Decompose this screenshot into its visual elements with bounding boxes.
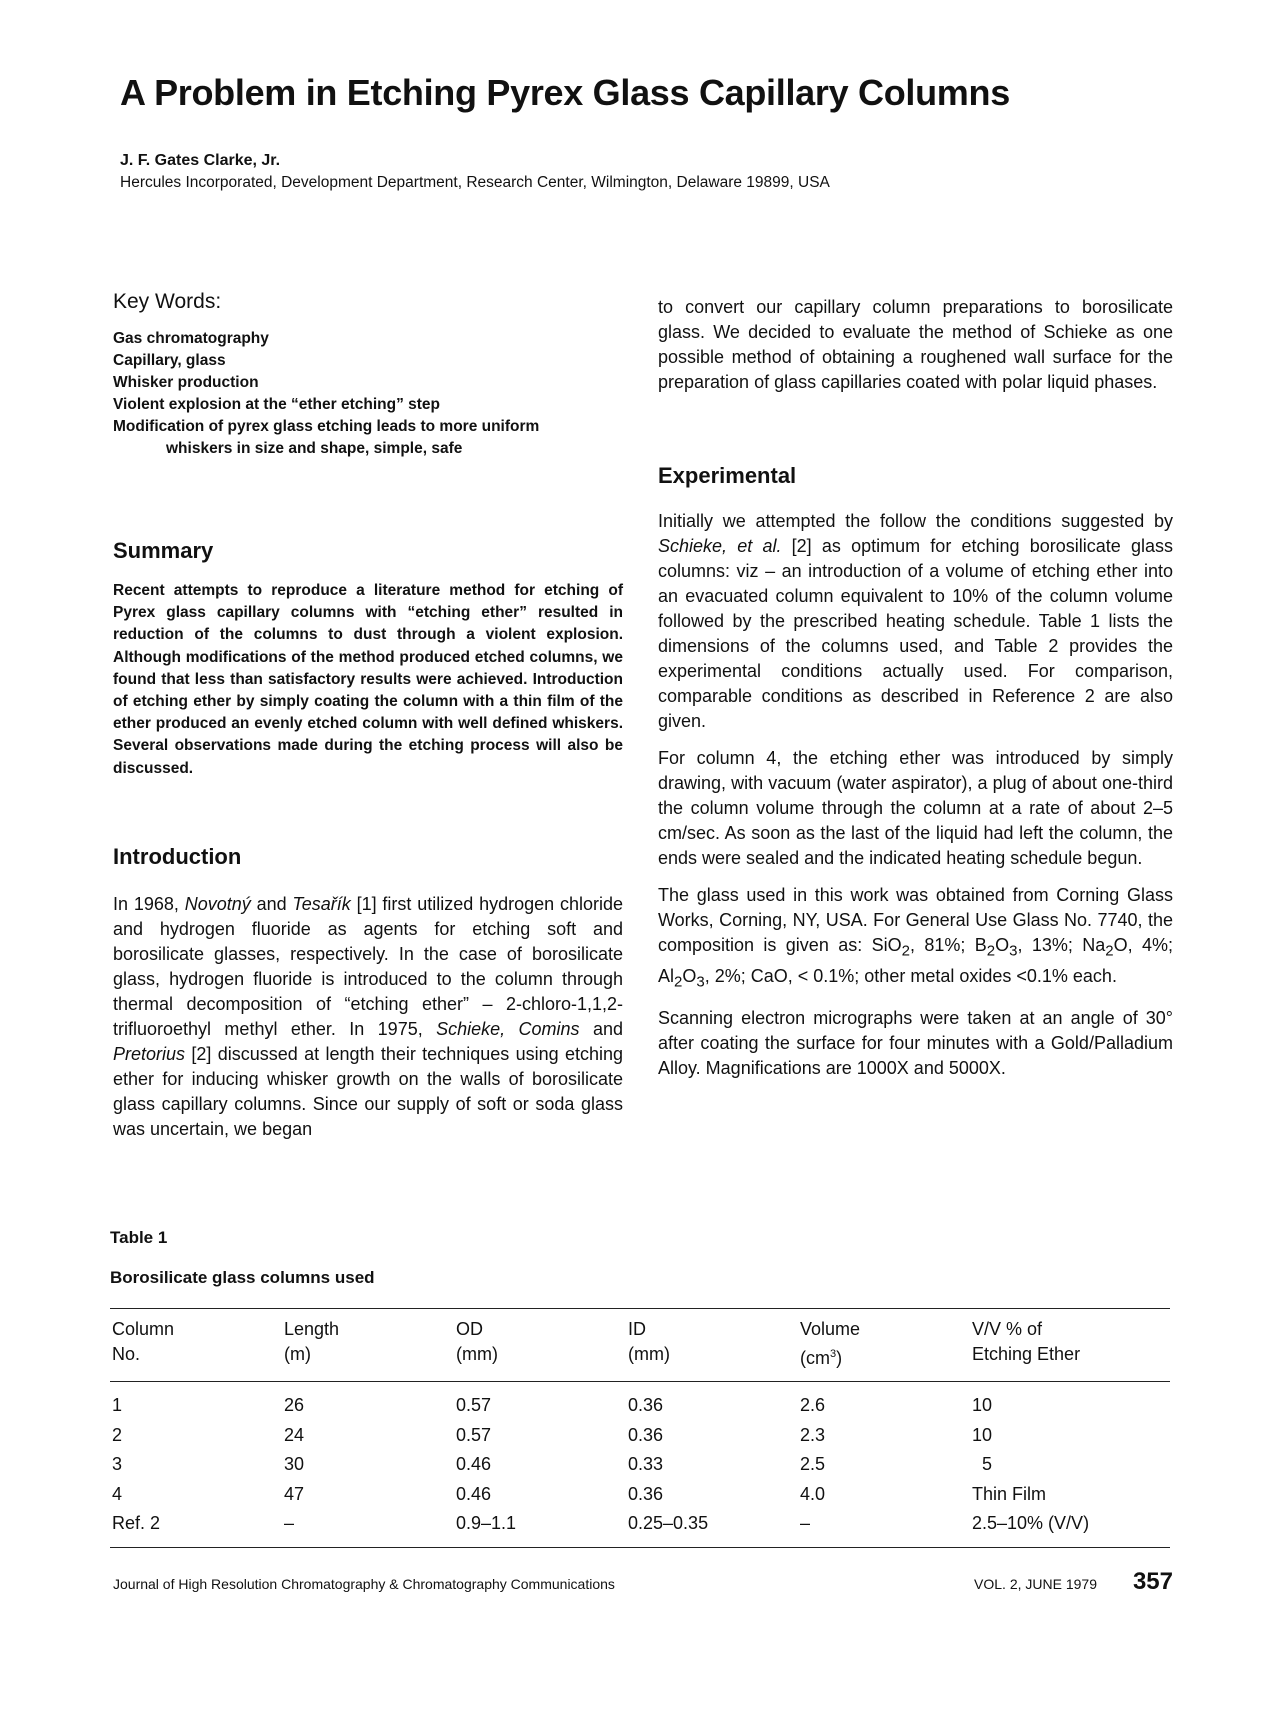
author-name: J. F. Gates Clarke, Jr. bbox=[120, 152, 281, 169]
superscript: 3 bbox=[830, 1348, 837, 1360]
table-row bbox=[110, 1450, 1170, 1480]
header-line: ID bbox=[628, 1319, 646, 1339]
table-cell: – bbox=[800, 1513, 811, 1533]
table-cell: 2.3 bbox=[800, 1424, 826, 1445]
table-cell: 0.36 bbox=[628, 1395, 664, 1415]
table-cell: 2 bbox=[112, 1424, 123, 1445]
introduction-paragraph bbox=[113, 892, 623, 1142]
columns-table bbox=[110, 1308, 1170, 1548]
header-line: Column bbox=[112, 1319, 175, 1339]
table-cell: 5 bbox=[982, 1454, 993, 1474]
header-line: V/V % of bbox=[972, 1319, 1043, 1339]
header-line: No. bbox=[112, 1344, 141, 1364]
table-cell: Thin Film bbox=[972, 1483, 1047, 1504]
author-ref: Novotný bbox=[184, 893, 251, 914]
exp-text: , 13%; Na bbox=[1017, 935, 1106, 955]
subscript: 2 bbox=[986, 942, 996, 960]
table-cell: 1 bbox=[112, 1395, 123, 1415]
header-line: (cm bbox=[800, 1348, 830, 1368]
summary-heading: Summary bbox=[113, 538, 214, 563]
table-cell: 2.5–10% (V/V) bbox=[972, 1513, 1090, 1533]
right-column bbox=[658, 295, 1173, 1081]
table-cell: 26 bbox=[284, 1395, 305, 1415]
table-cell: Ref. 2 bbox=[112, 1513, 161, 1533]
table-caption: Borosilicate glass columns used bbox=[110, 1268, 375, 1287]
subscript: 3 bbox=[1009, 942, 1018, 960]
experimental-paragraph bbox=[658, 509, 1173, 734]
keyword-item: Gas chromatography bbox=[113, 330, 269, 347]
table-cell: 3 bbox=[112, 1454, 123, 1474]
keywords-heading: Key Words: bbox=[113, 290, 222, 313]
exp-text: O bbox=[995, 935, 1010, 955]
table-cell: 0.46 bbox=[456, 1454, 492, 1474]
exp-text: , 81%; B bbox=[909, 935, 987, 955]
subscript: 2 bbox=[674, 973, 683, 991]
table-cell: 4 bbox=[112, 1483, 123, 1504]
composition-paragraph bbox=[658, 883, 1173, 994]
table-1 bbox=[110, 1228, 1170, 1548]
keyword-item-continued: whiskers in size and shape, simple, safe bbox=[166, 440, 463, 457]
table-cell: 0.57 bbox=[456, 1424, 492, 1445]
keyword-item: Modification of pyrex glass etching leads to more uniform bbox=[113, 418, 540, 435]
table-row bbox=[110, 1421, 1170, 1451]
header-line: (mm) bbox=[456, 1344, 498, 1364]
author-affiliation: Hercules Incorporated, Development Department, Research Center, Wilmington, Delaware 19899, USA bbox=[120, 174, 830, 191]
table-row bbox=[110, 1382, 1170, 1421]
header-line: OD bbox=[456, 1319, 483, 1339]
exp-text: The glass used in this work was obtained from Corning Glass Works, Corning, NY, USA. For General Use Glass No. 7740, the composition is given as: SiO bbox=[658, 885, 1173, 955]
table-label: Table 1 bbox=[110, 1228, 168, 1247]
column-header bbox=[110, 1309, 282, 1382]
column-header bbox=[798, 1309, 970, 1382]
subscript: 3 bbox=[696, 973, 705, 991]
header-line: (mm) bbox=[628, 1344, 670, 1364]
continuation-paragraph: to convert our capillary column preparations to borosilicate glass. We decided to evaluate the method of Schieke as one possible method of obtaining a roughened wall surface for the preparation of glass capillaries coated with polar liquid phases. bbox=[658, 297, 1173, 392]
table-cell: 10 bbox=[972, 1424, 993, 1445]
author-ref: Tesařík bbox=[292, 893, 351, 914]
table-cell: 0.25–0.35 bbox=[628, 1513, 709, 1533]
keyword-item: Violent explosion at the “ether etching” step bbox=[113, 396, 440, 413]
page-footer bbox=[113, 1568, 1173, 1598]
exp-text: Initially we attempted the follow the conditions suggested by bbox=[658, 511, 1173, 531]
table-cell: 0.33 bbox=[628, 1454, 664, 1474]
header-line: Volume bbox=[800, 1319, 861, 1339]
table-cell: 10 bbox=[972, 1395, 993, 1415]
author-ref: Schieke, et al. bbox=[658, 536, 782, 556]
subscript: 2 bbox=[1105, 942, 1114, 960]
keywords-list bbox=[113, 328, 623, 460]
column-header bbox=[970, 1309, 1170, 1382]
column-header bbox=[454, 1309, 626, 1382]
header-line: Etching Ether bbox=[972, 1344, 1081, 1364]
header-line: (m) bbox=[284, 1344, 311, 1364]
introduction-heading: Introduction bbox=[113, 843, 242, 869]
exp-text: O bbox=[682, 965, 697, 986]
table-cell: 0.9–1.1 bbox=[456, 1513, 517, 1533]
experimental-heading: Experimental bbox=[658, 463, 797, 488]
table-cell: 0.36 bbox=[628, 1424, 664, 1445]
keyword-item: Whisker production bbox=[113, 374, 259, 391]
intro-text: [1] first utilized hydrogen chloride and hydrogen fluoride as agents for etching soft and borosilicate glasses, respectively. In the case of borosilicate glass, hydrogen fluoride is introduced to the column through thermal decomposition of “etching ether” – 2-chloro-1,1,2-trifluoroethyl methyl ether. In 1975, bbox=[113, 893, 623, 1039]
volume-info: VOL. 2, JUNE 1979 bbox=[974, 1576, 1097, 1592]
intro-text: In 1968, bbox=[113, 893, 185, 914]
experimental-paragraph: For column 4, the etching ether was introduced by simply drawing, with vacuum (water aspirator), a plug of about one-third the column volume through the column at a rate of about 2–5 cm/sec. As soon as the last of the liquid had left the column, the ends were sealed and the indicated heating schedule begun. bbox=[658, 748, 1173, 868]
left-column bbox=[113, 290, 623, 1142]
table-cell: – bbox=[284, 1513, 295, 1533]
table-cell: 4.0 bbox=[800, 1483, 826, 1504]
table-row bbox=[110, 1480, 1170, 1510]
exp-text: , 2%; CaO, < 0.1%; other metal oxides <0.1% each. bbox=[704, 965, 1117, 986]
author-ref: Schieke, Comins bbox=[436, 1018, 580, 1039]
intro-text: and bbox=[579, 1018, 623, 1039]
table-cell: 0.36 bbox=[628, 1483, 664, 1504]
intro-text: and bbox=[250, 893, 293, 914]
column-header bbox=[282, 1309, 454, 1382]
column-header bbox=[626, 1309, 798, 1382]
table-cell: 2.6 bbox=[800, 1395, 826, 1415]
exp-text: O, 4%; Al bbox=[658, 935, 1173, 986]
table-row bbox=[110, 1509, 1170, 1547]
keyword-item: Capillary, glass bbox=[113, 352, 226, 369]
table-cell: 2.5 bbox=[800, 1454, 826, 1474]
page-number: 357 bbox=[1132, 1568, 1173, 1595]
summary-text: Recent attempts to reproduce a literature method for etching of Pyrex glass capillary columns with “etching ether” resulted in reduction of the columns to dust through a violent explosion. Although modifications of the method produced etched columns, we found that less than satisfactory results were achieved. Introduction of etching ether by simply coating the column with a thin film of the ether produced an evenly etched column with well defined whiskers. Several observations made during the etching process will also be discussed. bbox=[113, 582, 623, 777]
table-cell: 24 bbox=[284, 1424, 305, 1445]
table-cell: 0.57 bbox=[456, 1395, 492, 1415]
author-ref: Pretorius bbox=[113, 1043, 186, 1064]
intro-text: [2] discussed at length their techniques using etching ether for inducing whisker growth on the walls of borosilicate glass capillary columns. Since our supply of soft or soda glass was uncertain, we began bbox=[113, 1043, 623, 1139]
subscript: 2 bbox=[901, 942, 910, 960]
table-cell: 30 bbox=[284, 1454, 305, 1474]
header-line: Length bbox=[284, 1319, 340, 1339]
exp-text: [2] as optimum for etching borosilicate glass columns: viz – an introduction of a volume of etching ether into an evacuated column equivalent to 10% of the column volume followed by the prescribed heating schedule. Table 1 lists the dimensions of the columns used, and Table 2 provides the experimental conditions actually used. For comparison, comparable conditions as described in Reference 2 are also given. bbox=[658, 536, 1174, 731]
micrograph-paragraph: Scanning electron micrographs were taken at an angle of 30° after coating the surface for four minutes with a Gold/Palladium Alloy. Magnifications are 1000X and 5000X. bbox=[658, 1008, 1173, 1079]
journal-name: Journal of High Resolution Chromatography & Chromatography Communications bbox=[113, 1576, 615, 1592]
table-header-row bbox=[110, 1309, 1170, 1382]
table-cell: 47 bbox=[284, 1483, 305, 1504]
header-line: ) bbox=[836, 1348, 843, 1368]
table-cell: 0.46 bbox=[456, 1483, 492, 1504]
article-title: A Problem in Etching Pyrex Glass Capillary Columns bbox=[120, 72, 1010, 113]
